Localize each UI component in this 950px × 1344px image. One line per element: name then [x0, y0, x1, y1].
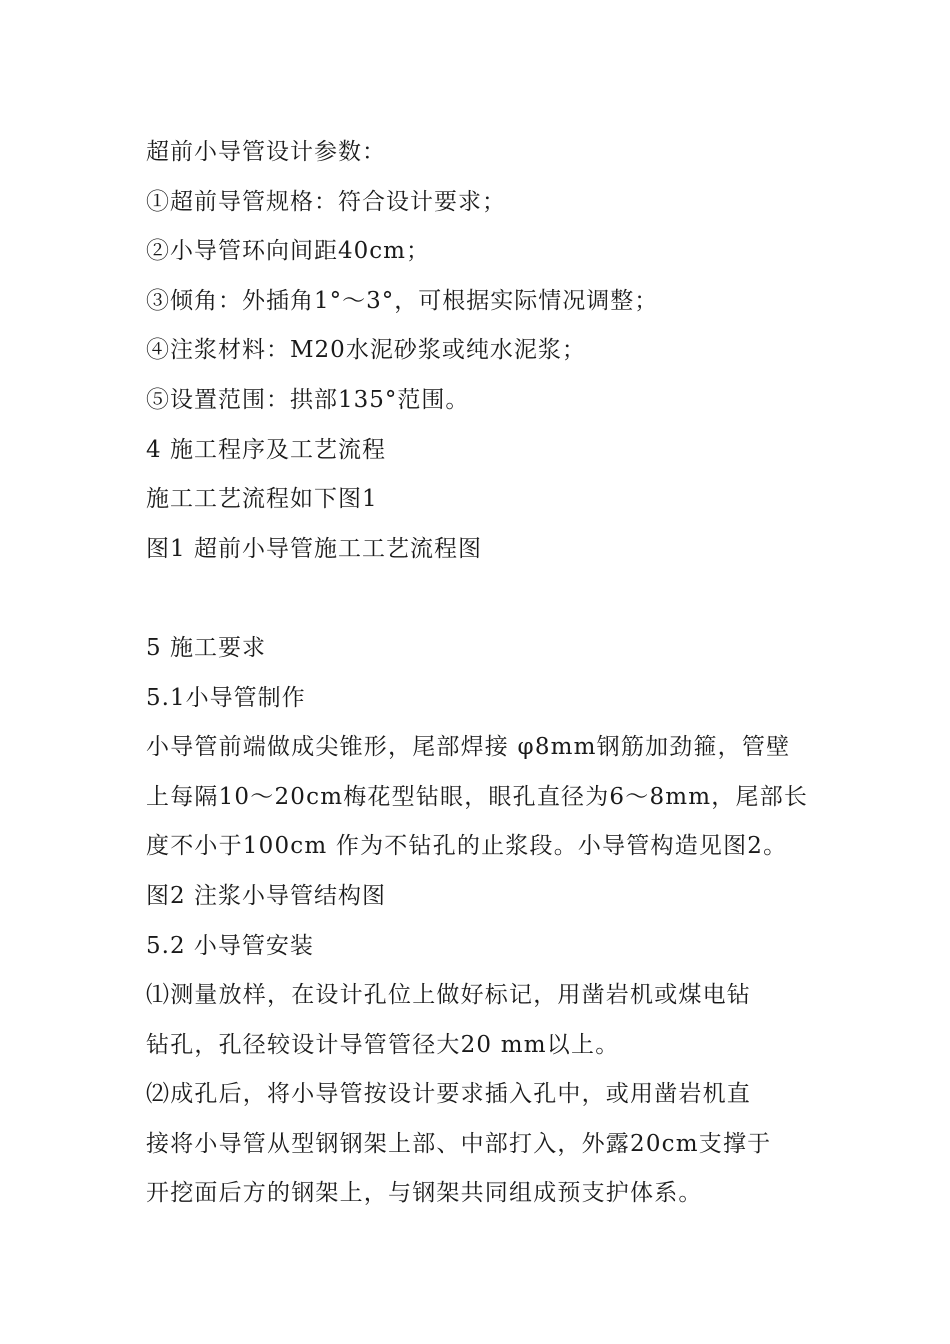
param-item: ④注浆材料：M20水泥砂浆或纯水泥浆；: [146, 337, 586, 364]
param-item: ②小导管环向间距40cm；: [146, 238, 430, 265]
section5-2-heading: 5.2 小导管安装: [146, 932, 314, 959]
paragraph-line: ⑵成孔后，将小导管按设计要求插入孔中，或用凿岩机直: [146, 1081, 751, 1108]
paragraph-line: ⑴测量放样，在设计孔位上做好标记，用凿岩机或煤电钻: [146, 982, 751, 1009]
section5-1-heading: 5.1小导管制作: [146, 684, 306, 711]
paragraph-line: 上每隔10～20cm梅花型钻眼，眼孔直径为6～8mm，尾部长: [146, 783, 809, 810]
params-heading: 超前小导管设计参数：: [146, 139, 386, 165]
section5-1-paragraph: [146, 723, 816, 872]
param-item: ③倾角：外插角1°～3°，可根据实际情况调整；: [146, 287, 659, 314]
figure2-caption: 图2 注浆小导管结构图: [146, 882, 386, 909]
param-item: ⑤设置范围：拱部135°范围。: [146, 386, 470, 413]
section4-heading: 4 施工程序及工艺流程: [146, 436, 386, 463]
paragraph-line: 接将小导管从型钢钢架上部、中部打入，外露20cm支撑于: [146, 1130, 772, 1157]
step1-paragraph: [146, 971, 816, 1070]
blank-line: [146, 574, 816, 624]
section5-heading: 5 施工要求: [146, 634, 266, 661]
figure1-caption: 图1 超前小导管施工工艺流程图: [146, 535, 482, 562]
section4-text: 施工工艺流程如下图1: [146, 486, 378, 513]
param-item: ①超前导管规格：符合设计要求；: [146, 188, 506, 215]
document-page: [146, 128, 816, 1219]
paragraph-line: 钻孔，孔径较设计导管管径大20 mm以上。: [146, 1031, 620, 1058]
paragraph-line: 小导管前端做成尖锥形，尾部焊接 φ8mm钢筋加劲箍，管壁: [146, 734, 791, 761]
paragraph-line: 度不小于100cm 作为不钻孔的止浆段。小导管构造见图2。: [146, 833, 788, 860]
paragraph-line: 开挖面后方的钢架上，与钢架共同组成预支护体系。: [146, 1180, 703, 1207]
step2-paragraph: [146, 1070, 816, 1219]
